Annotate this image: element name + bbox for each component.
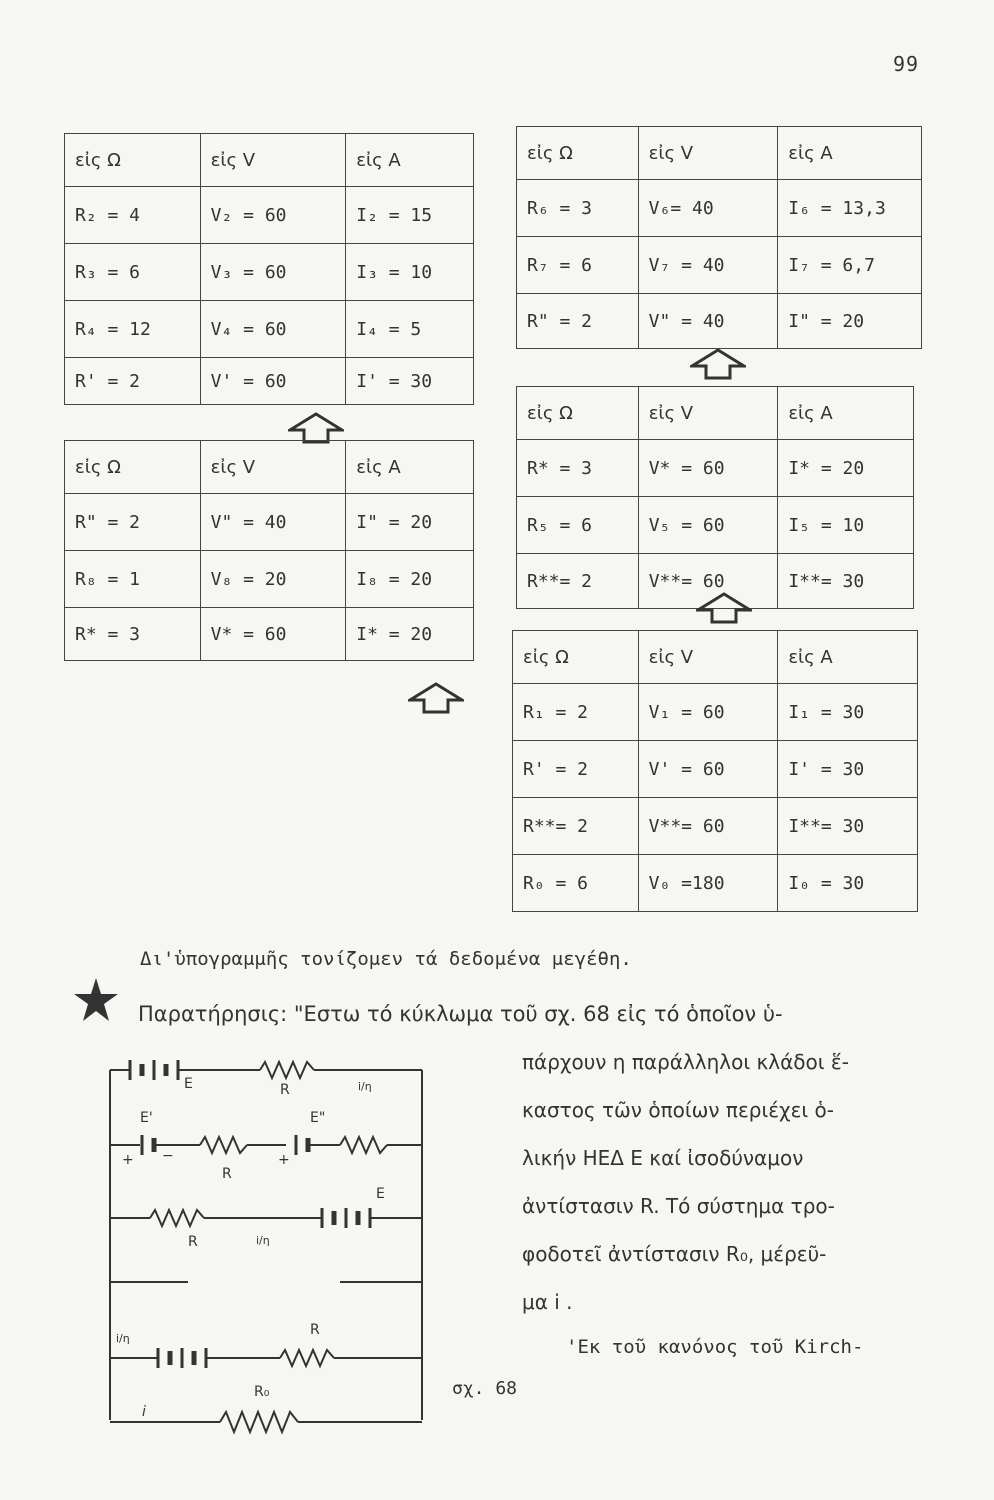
table-cell: V₂ = 60 [200,187,346,244]
table-cell: V* = 60 [200,608,346,661]
load-branch [110,1384,422,1432]
label-E: E [376,1186,385,1202]
table-header-row [517,127,922,180]
kirchhoff-line: 'Εκ τοῦ κανόνος τοῦ Kirch- [566,1336,864,1358]
label-R: R [188,1234,198,1250]
table-5 [512,630,918,912]
table-cell: I₄ = 5 [346,301,474,358]
table-row [517,180,922,237]
table-row [65,301,474,358]
up-arrow-icon [696,592,752,624]
paragraph-line: φοδοτεῖ ἀντίστασιν R₀, μέρεῦ- [522,1242,827,1266]
table-cell: I' = 30 [346,358,474,405]
table-row [513,855,918,912]
table-cell: R₇ = 6 [517,237,639,294]
table-cell: V" = 40 [200,494,346,551]
remark-line: Παρατήρησις: "Εστω τό κύκλωμα τοῦ σχ. 68 εἰς τό ὁποῖον ὑ- [138,1002,783,1026]
header-amp: εἰς A [346,441,474,494]
table-row [513,741,918,798]
table-4 [516,386,914,609]
label-R: R [280,1082,290,1098]
table-header-row [65,441,474,494]
table-cell: R' = 2 [513,741,639,798]
figure-caption: σχ. 68 [452,1378,518,1399]
table-cell: V' = 60 [638,741,778,798]
label-R: R [310,1322,320,1338]
header-volt: εἰς V [638,631,778,684]
table-row [513,684,918,741]
table-cell: V₇ = 40 [638,237,778,294]
table-cell: R" = 2 [517,294,639,349]
table-cell: R₃ = 6 [65,244,201,301]
table-cell: I₂ = 15 [346,187,474,244]
table-row [517,294,922,349]
table-cell: I₅ = 10 [778,497,914,554]
paragraph [522,1038,942,1326]
circuit-diagram [100,1050,440,1440]
paragraph-line: πάρχουν η παράλληλοι κλάδοι ἕ- [522,1050,849,1074]
header-ohm: εἰς Ω [517,127,639,180]
label-minus: − [162,1148,174,1164]
page-number: 99 [893,52,920,76]
table-cell: I' = 30 [778,741,918,798]
table-cell: V' = 60 [200,358,346,405]
table-cell: I₆ = 13,3 [778,180,922,237]
table-cell: R**= 2 [513,798,639,855]
header-amp: εἰς A [778,631,918,684]
table-row [65,244,474,301]
table-cell: V₃ = 60 [200,244,346,301]
table-header-row [65,134,474,187]
table-2 [64,440,474,661]
branch-5 [110,1322,422,1368]
table-cell: I₀ = 30 [778,855,918,912]
up-arrow-icon [408,682,464,714]
table-cell: I* = 20 [346,608,474,661]
table-cell: R* = 3 [65,608,201,661]
header-volt: εἰς V [638,387,778,440]
table-cell: R₈ = 1 [65,551,201,608]
table-cell: I" = 20 [346,494,474,551]
table-cell: V₆= 40 [638,180,778,237]
table-cell: R₅ = 6 [517,497,639,554]
star-icon [72,976,120,1024]
table-row [517,440,914,497]
header-volt: εἰς V [200,441,346,494]
table-cell: I₃ = 10 [346,244,474,301]
table-cell: I**= 30 [778,554,914,609]
label-E-double-prime: E" [310,1110,326,1126]
header-ohm: εἰς Ω [517,387,639,440]
table-cell: R₀ = 6 [513,855,639,912]
table-cell: R" = 2 [65,494,201,551]
header-amp: εἰς A [778,387,914,440]
table-row [517,237,922,294]
table-cell: V" = 40 [638,294,778,349]
label-E: E [184,1076,193,1092]
label-i-over-n: i/η [358,1080,372,1093]
header-ohm: εἰς Ω [65,134,201,187]
branch-2 [110,1110,422,1182]
table-3 [516,126,922,349]
paragraph-line: ἀντίστασιν R. Τό σύστημα τρο- [522,1194,835,1218]
table-cell: R₄ = 12 [65,301,201,358]
paragraph-line: καστος τῶν ὁποίων περιέχει ὁ- [522,1098,834,1122]
table-row [65,494,474,551]
table-cell: V₀ =180 [638,855,778,912]
table-cell: I₁ = 30 [778,684,918,741]
table-row [65,358,474,405]
table-header-row [517,387,914,440]
branch-1 [110,1060,422,1098]
paragraph-line: μα i . [522,1290,573,1314]
header-ohm: εἰς Ω [513,631,639,684]
label-R: R [222,1166,232,1182]
header-amp: εἰς A [778,127,922,180]
table-cell: R' = 2 [65,358,201,405]
table-row [513,798,918,855]
up-arrow-icon [690,348,746,380]
header-volt: εἰς V [200,134,346,187]
label-plus: + [122,1152,134,1168]
label-plus: + [278,1152,290,1168]
underline-note: Δι'ὑπογραμμῆς τονίζομεν τά δεδομένα μεγέθη. [140,948,632,970]
table-cell: V₈ = 20 [200,551,346,608]
table-header-row [513,631,918,684]
table-row [65,187,474,244]
table-cell: I" = 20 [778,294,922,349]
table-row [65,608,474,661]
table-cell: V* = 60 [638,440,778,497]
label-E-prime: E' [140,1110,153,1126]
header-amp: εἰς A [346,134,474,187]
label-i-over-n: i/η [116,1332,130,1345]
table-cell: R* = 3 [517,440,639,497]
table-1 [64,133,474,405]
header-volt: εἰς V [638,127,778,180]
label-i: i [142,1404,146,1420]
table-cell: I₇ = 6,7 [778,237,922,294]
table-cell: V**= 60 [638,554,778,609]
table-cell: V₅ = 60 [638,497,778,554]
table-cell: R**= 2 [517,554,639,609]
table-cell: V₁ = 60 [638,684,778,741]
table-cell: I**= 30 [778,798,918,855]
table-cell: R₆ = 3 [517,180,639,237]
table-cell: V**= 60 [638,798,778,855]
table-row [65,551,474,608]
header-ohm: εἰς Ω [65,441,201,494]
label-R0: R₀ [254,1384,270,1400]
table-cell: R₂ = 4 [65,187,201,244]
table-row [517,497,914,554]
paragraph-line: λικήν ΗΕΔ E καί ἰσοδύναμον [522,1146,804,1170]
label-i-over-n: i/η [256,1234,270,1247]
table-cell: V₄ = 60 [200,301,346,358]
table-cell: I* = 20 [778,440,914,497]
table-cell: I₈ = 20 [346,551,474,608]
branch-3 [110,1186,422,1250]
table-cell: R₁ = 2 [513,684,639,741]
